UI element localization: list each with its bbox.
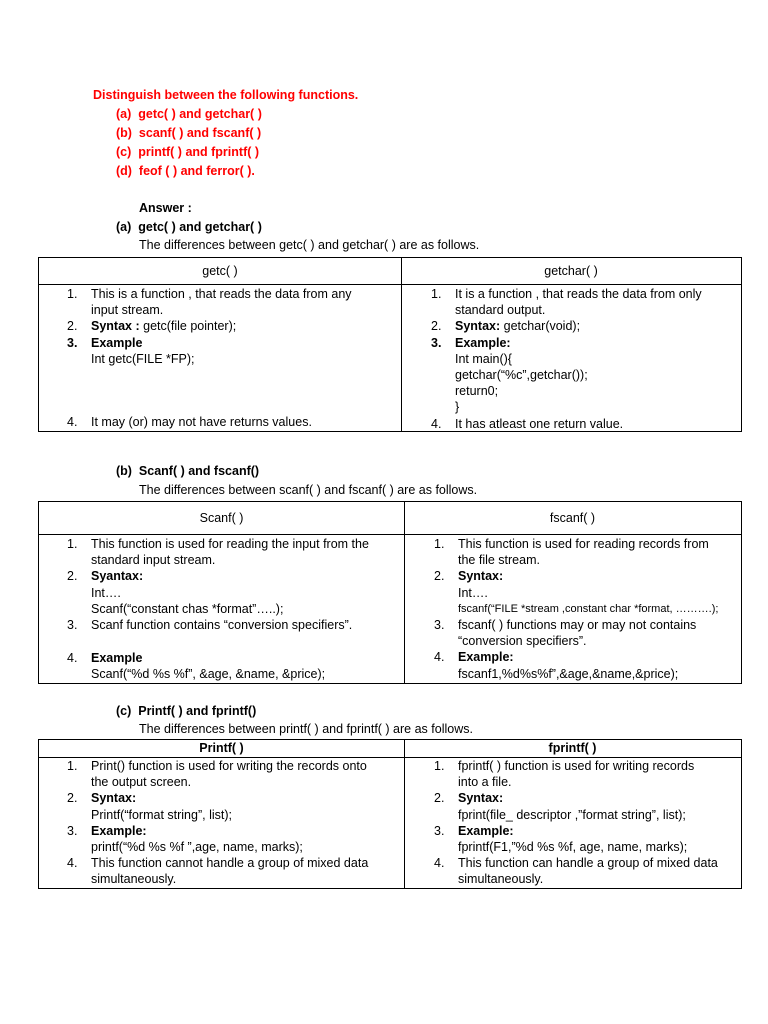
section-c-intro: The differences between printf( ) and fprintf( ) are as follows. [139, 722, 473, 736]
item-number: 4. [434, 650, 445, 665]
item-number: 3. [67, 618, 78, 633]
item-bold-label: Example [91, 651, 143, 665]
section-c-title [116, 703, 256, 719]
item-number: 4. [431, 416, 442, 431]
table-col2-cell [403, 286, 741, 431]
item-line: Scanf(“%d %s %f”, &age, &name, &price); [91, 667, 326, 682]
list-item [39, 414, 312, 430]
question-item-label: (a) [116, 107, 132, 121]
item-line: return0; [455, 384, 499, 399]
list-item [39, 351, 401, 367]
list-item [403, 335, 741, 351]
item-line: getc(file pointer); [139, 319, 237, 334]
question-item-label: (c) [116, 145, 132, 159]
item-number: 2. [431, 319, 442, 334]
item-bold-label: Syantax: [91, 569, 144, 584]
column-divider [401, 258, 402, 431]
item-line: } [455, 400, 460, 415]
item-line: into a file. [458, 775, 512, 790]
item-number: 4. [67, 856, 78, 871]
item-line: simultaneously. [458, 872, 544, 887]
list-item [406, 839, 741, 855]
item-line: the output screen. [91, 775, 192, 790]
list-item [39, 286, 401, 318]
item-line: standard input stream. [91, 553, 216, 568]
column-divider [404, 740, 405, 888]
list-item [39, 585, 404, 617]
list-item [406, 649, 741, 665]
item-number: 1. [67, 537, 78, 551]
col1-list-end [39, 650, 325, 682]
question-item-text: printf( ) and fprintf( ) [138, 145, 260, 159]
item-bold-label: Syntax: [91, 791, 137, 806]
item-line: Int main(){ [455, 351, 512, 366]
list-item [406, 536, 741, 568]
item-line: Printf(“format string”, list); [91, 807, 232, 822]
list-item [39, 758, 404, 790]
item-line: fprintf( ) function is used for writing records [458, 759, 695, 773]
list-item [39, 536, 404, 568]
question-item-label: (d) [116, 164, 132, 178]
list-item [403, 286, 741, 318]
question-item-text: feof ( ) and ferror( ). [138, 164, 255, 178]
item-line: This function cannot handle a group of mixed data [91, 856, 369, 871]
item-number: 2. [434, 791, 445, 806]
item-number: 1. [434, 537, 445, 551]
item-line: input stream. [91, 303, 164, 318]
list-item [39, 650, 325, 666]
item-number: 2. [67, 791, 78, 806]
col1-list [39, 758, 404, 888]
section-title: Printf( ) and fprintf() [138, 704, 257, 718]
section-label: (a) [116, 220, 132, 234]
question-item-label: (b) [116, 126, 132, 140]
list-item [403, 351, 741, 416]
table-col2-cell [406, 758, 741, 888]
list-item [39, 335, 401, 351]
item-bold-label: Syntax: [458, 569, 504, 584]
table-header-col2: fprintf( ) [548, 741, 597, 755]
item-line: It has atleast one return value. [455, 416, 624, 431]
section-title: getc( ) and getchar( ) [138, 220, 262, 234]
item-number: 1. [431, 287, 442, 301]
section-a-title [116, 219, 262, 235]
item-line: This is a function , that reads the data from any [91, 287, 352, 301]
item-number: 2. [67, 569, 78, 584]
list-item [406, 568, 741, 584]
item-number: 3. [67, 823, 78, 838]
item-line: Scanf function contains “conversion specifiers”. [91, 618, 353, 633]
table-col1-cell [39, 758, 404, 888]
item-number: 3. [67, 335, 78, 350]
col1-list [39, 286, 401, 367]
list-item [406, 758, 741, 790]
item-number: 3. [431, 335, 442, 350]
item-bold-label: Syntax: [455, 319, 501, 334]
table-header-col2: fscanf( ) [549, 511, 596, 525]
table-header-col1: Printf( ) [199, 741, 244, 755]
item-number: 1. [67, 287, 78, 301]
item-number: 4. [434, 856, 445, 871]
list-item [406, 617, 741, 649]
item-bold-label: Example: [91, 823, 147, 838]
list-item [39, 839, 404, 855]
item-number: 1. [67, 759, 78, 773]
table-header-col2: getchar( ) [544, 264, 598, 278]
table-header-col1: Scanf( ) [199, 511, 244, 525]
item-bold-label: Example: [458, 650, 514, 665]
item-line: This function can handle a group of mixed data [458, 856, 718, 871]
list-item [403, 318, 741, 334]
item-line: fscanf(“FILE *stream ,constant char *format, ……….); [458, 602, 719, 615]
list-item [406, 666, 741, 682]
item-line: It is a function , that reads the data from only [455, 287, 702, 301]
item-line: Int getc(FILE *FP); [91, 351, 195, 366]
list-item [39, 855, 404, 887]
item-line: the file stream. [458, 553, 540, 568]
item-line: It may (or) may not have returns values. [91, 415, 312, 429]
item-number: 2. [434, 569, 445, 584]
answer-label: Answer : [139, 201, 192, 215]
section-label: (b) [116, 464, 132, 478]
item-number: 1. [434, 759, 445, 773]
section-a-intro: The differences between getc( ) and getchar( ) are as follows. [139, 238, 480, 252]
table-header-col1: getc( ) [202, 264, 238, 278]
section-b-title [116, 463, 259, 479]
comparison-table-b [38, 501, 742, 684]
item-number: 3. [434, 823, 445, 838]
list-item [403, 416, 741, 432]
list-item [406, 790, 741, 806]
col1-list [39, 536, 404, 633]
item-line: This function is used for reading the input from the [91, 537, 369, 551]
col2-list [406, 536, 741, 682]
list-item [406, 855, 741, 887]
item-line: This function is used for reading records from [458, 537, 709, 551]
list-item [39, 790, 404, 806]
item-bold-label: Example: [455, 335, 511, 350]
item-line: fscanf1,%d%s%f”,&age,&name,&price); [458, 666, 679, 681]
item-bold-label: Example [91, 335, 143, 350]
list-item [39, 617, 404, 633]
column-divider [404, 502, 405, 683]
col1-list-end [39, 414, 312, 430]
question-item-d [116, 163, 255, 179]
item-line: simultaneously. [91, 872, 177, 887]
item-number: 2. [67, 319, 78, 334]
comparison-table-c [38, 739, 742, 889]
item-line: printf(“%d %s %f ”,age, name, marks); [91, 840, 303, 855]
item-bold-label: Syntax : [91, 319, 140, 334]
item-line: Int…. [458, 585, 488, 600]
item-line: getchar(void); [500, 319, 581, 334]
item-line: Int…. [91, 585, 121, 600]
section-label: (c) [116, 704, 132, 718]
table-col1-cell [39, 286, 401, 431]
section-title: Scanf( ) and fscanf() [138, 464, 260, 478]
question-heading: Distinguish between the following functions. [93, 88, 359, 102]
item-line: getchar(“%c”,getchar()); [455, 368, 588, 383]
list-item [406, 823, 741, 839]
item-line: “conversion specifiers”. [458, 634, 587, 649]
list-item [39, 318, 401, 334]
item-line: fprintf(F1,”%d %s %f, age, name, marks); [458, 840, 688, 855]
item-line: fprint(file_ descriptor ,”format string”, list); [458, 807, 686, 822]
question-item-b [116, 125, 261, 141]
list-item [39, 823, 404, 839]
table-col2-cell [406, 536, 741, 683]
table-col1-cell [39, 536, 404, 683]
list-item [39, 807, 404, 823]
item-line: Scanf(“constant chas *format”…..); [91, 601, 284, 616]
item-line: standard output. [455, 303, 546, 318]
item-number: 3. [434, 618, 445, 633]
list-item [406, 585, 741, 617]
col2-list [403, 286, 741, 432]
col2-list [406, 758, 741, 888]
item-line: Print() function is used for writing the records onto [91, 759, 367, 773]
item-bold-label: Syntax: [458, 791, 504, 806]
question-item-a [116, 106, 262, 122]
list-item [39, 666, 325, 682]
comparison-table-a [38, 257, 742, 432]
item-number: 4. [67, 651, 78, 665]
item-line: fscanf( ) functions may or may not contains [458, 618, 697, 633]
question-item-text: scanf( ) and fscanf( ) [138, 126, 262, 140]
item-number: 4. [67, 415, 78, 429]
list-item [39, 568, 404, 584]
list-item [406, 807, 741, 823]
section-b-intro: The differences between scanf( ) and fscanf( ) are as follows. [139, 483, 478, 497]
item-bold-label: Example: [458, 823, 514, 838]
question-item-text: getc( ) and getchar( ) [138, 107, 262, 121]
question-item-c [116, 144, 259, 160]
